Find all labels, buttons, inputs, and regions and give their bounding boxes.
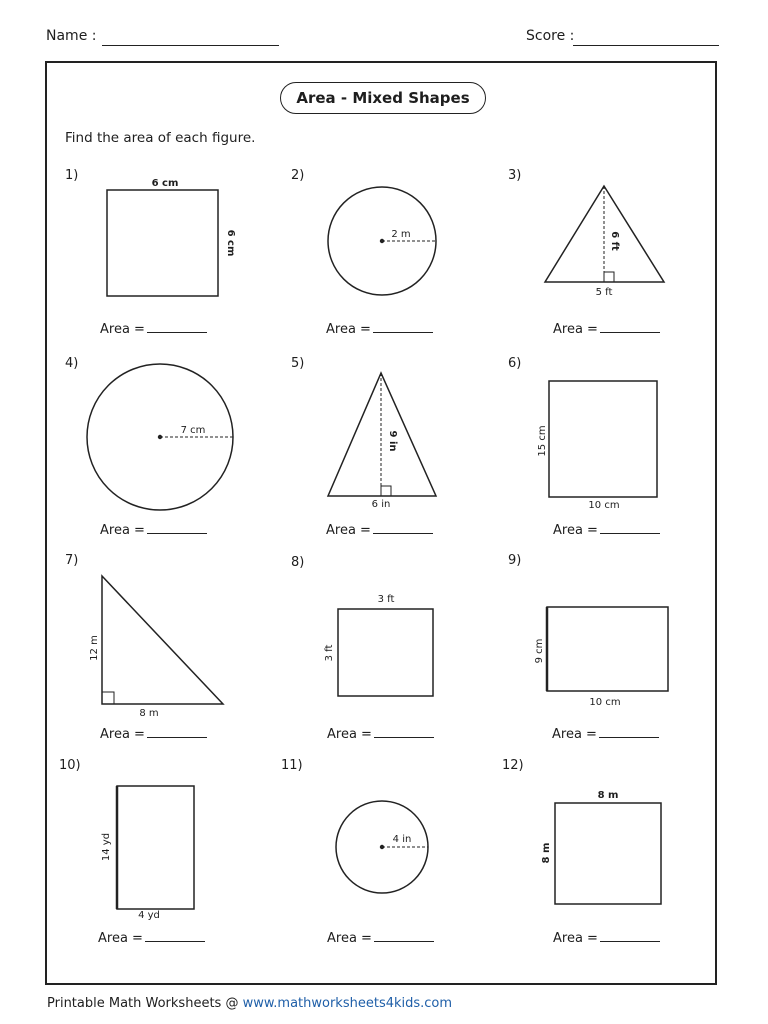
name-label: Name : <box>46 28 97 44</box>
area-answer-5[interactable] <box>326 521 433 538</box>
dimension-label: 12 m <box>89 635 100 661</box>
answer-blank[interactable] <box>373 320 433 333</box>
dimension-label: 8 m <box>597 790 619 801</box>
footer-text: Printable Math Worksheets @ <box>47 996 243 1011</box>
area-label: Area = <box>553 523 598 538</box>
dimension-label: 15 cm <box>537 425 548 457</box>
area-label: Area = <box>326 322 371 337</box>
area-answer-4[interactable] <box>100 521 207 538</box>
dimension-label: 3 ft <box>377 594 395 605</box>
area-label: Area = <box>553 931 598 946</box>
answer-blank[interactable] <box>374 929 434 942</box>
problem-number: 11) <box>281 758 303 773</box>
footer <box>47 996 452 1011</box>
problem-number: 9) <box>508 553 522 568</box>
answer-blank[interactable] <box>600 521 660 534</box>
area-label: Area = <box>100 727 145 742</box>
problem-number: 6) <box>508 356 522 371</box>
area-answer-1[interactable] <box>100 320 207 337</box>
problem-number: 4) <box>65 356 79 371</box>
area-answer-7[interactable] <box>100 725 207 742</box>
dimension-label: 3 ft <box>324 644 335 662</box>
answer-blank[interactable] <box>373 521 433 534</box>
area-label: Area = <box>100 322 145 337</box>
dimension-label: 10 cm <box>588 500 620 511</box>
dimension-label: 4 yd <box>138 910 160 921</box>
problem-number: 8) <box>291 555 305 570</box>
area-answer-3[interactable] <box>553 320 660 337</box>
dimension-label: 6 cm <box>225 229 236 257</box>
score-label: Score : <box>526 28 575 44</box>
area-answer-12[interactable] <box>553 929 660 946</box>
answer-blank[interactable] <box>147 320 207 333</box>
problem-number: 2) <box>291 168 305 183</box>
worksheet-title: Area - Mixed Shapes <box>280 82 486 114</box>
answer-blank[interactable] <box>600 320 660 333</box>
area-answer-6[interactable] <box>553 521 660 538</box>
dimension-label: 6 cm <box>151 178 179 189</box>
problem-number: 10) <box>59 758 81 773</box>
dimension-label: 6 in <box>371 499 391 510</box>
dimension-label: 5 ft <box>595 287 613 298</box>
dimension-label: 4 in <box>392 834 412 845</box>
footer-link[interactable]: www.mathworksheets4kids.com <box>242 996 453 1011</box>
answer-blank[interactable] <box>147 521 207 534</box>
area-label: Area = <box>327 727 372 742</box>
dimension-label: 7 cm <box>180 425 206 436</box>
area-label: Area = <box>100 523 145 538</box>
answer-blank[interactable] <box>600 929 660 942</box>
problem-number: 7) <box>65 553 79 568</box>
problem-number: 1) <box>65 168 79 183</box>
problem-number: 12) <box>502 758 524 773</box>
area-label: Area = <box>326 523 371 538</box>
answer-blank[interactable] <box>147 725 207 738</box>
problem-number: 5) <box>291 356 305 371</box>
problem-number: 3) <box>508 168 522 183</box>
area-label: Area = <box>552 727 597 742</box>
area-answer-8[interactable] <box>327 725 434 742</box>
dimension-label: 14 yd <box>101 832 112 862</box>
area-answer-2[interactable] <box>326 320 433 337</box>
dimension-label: 8 m <box>139 708 159 719</box>
answer-blank[interactable] <box>145 929 205 942</box>
dimension-label: 9 cm <box>534 638 545 664</box>
area-answer-10[interactable] <box>98 929 205 946</box>
area-label: Area = <box>98 931 143 946</box>
area-answer-9[interactable] <box>552 725 659 742</box>
dimension-label: 2 m <box>391 229 411 240</box>
answer-blank[interactable] <box>374 725 434 738</box>
dimension-label: 6 ft <box>609 231 620 251</box>
answer-blank[interactable] <box>599 725 659 738</box>
area-answer-11[interactable] <box>327 929 434 946</box>
dimension-label: 8 m <box>541 842 552 864</box>
area-label: Area = <box>327 931 372 946</box>
dimension-label: 10 cm <box>589 697 621 708</box>
instructions: Find the area of each figure. <box>65 130 256 146</box>
area-label: Area = <box>553 322 598 337</box>
dimension-label: 9 in <box>387 430 398 452</box>
